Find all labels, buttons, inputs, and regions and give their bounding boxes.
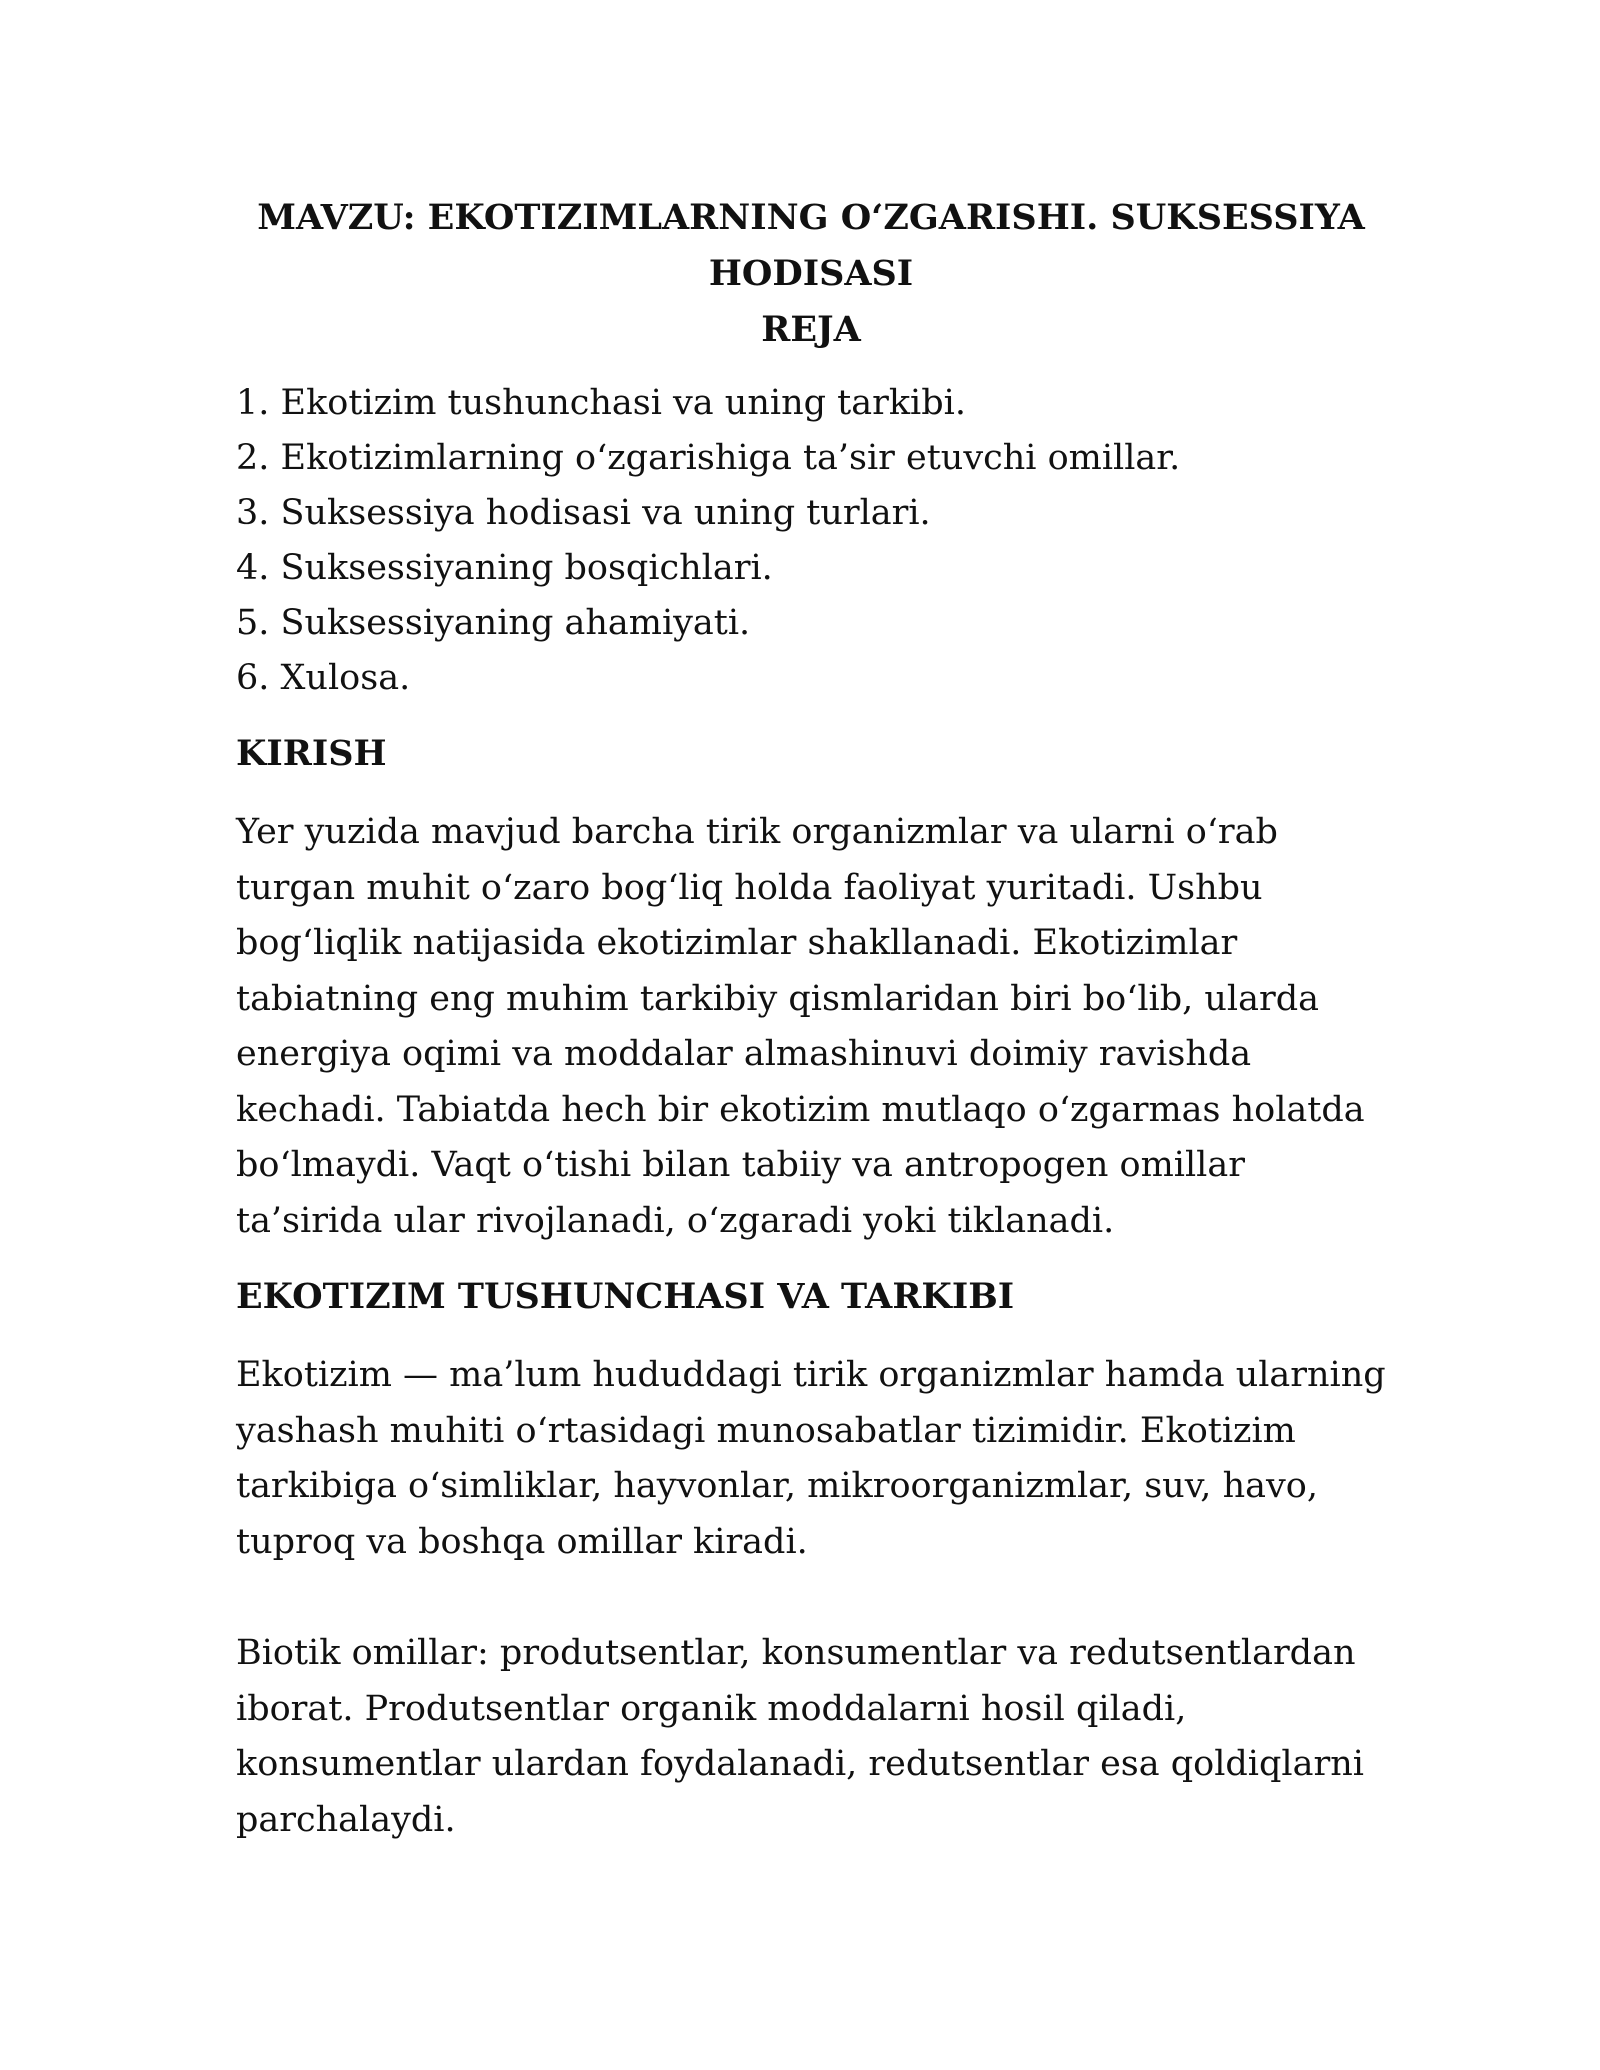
document-page [236, 190, 1386, 1848]
plan-item: 3. Suksessiya hodisasi va uning turlari. [236, 493, 931, 533]
title-plan-heading: REJA [761, 309, 861, 350]
plan-list [236, 376, 1386, 706]
biotic-factors-paragraph: Biotik omillar: produtsentlar, konsumentlar va redutsentlardan iborat. Produtsentlar organik moddalarni hosil qiladi, konsumentlar ulardan foydalanadi, redutsentlar esa qoldiqlarni parchalaydi. [236, 1633, 1364, 1840]
plan-item: 2. Ekotizimlarning o‘zgarishiga ta’sir etuvchi omillar. [236, 438, 1181, 478]
ecosystem-definition-paragraph: Ekotizim — ma’lum hududdagi tirik organizmlar hamda ularning yashash muhiti o‘rtasidagi munosabatlar tizimidir. Ekotizim tarkibiga o‘simliklar, hayvonlar, mikroorganizmlar, suv, havo, tuproq va boshqa omillar kiradi. [236, 1355, 1386, 1562]
title-line-1: MAVZU: EKOTIZIMLARNING O‘ZGARISHI. SUKSESSIYA [257, 197, 1365, 238]
intro-paragraph: Yer yuzida mavjud barcha tirik organizmlar va ularni o‘rab turgan muhit o‘zaro bog‘liq holda faoliyat yuritadi. Ushbu bog‘liqlik natijasida ekotizimlar shakllanadi. Ekotizimlar tabiatning eng muhim tarkibiy qismlaridan biri bo‘lib, ularda energiya oqimi va moddalar almashinuvi doimiy ravishda kechadi. Tabiatda hech bir ekotizim mutlaqo o‘zgarmas holatda bo‘lmaydi. Vaqt o‘tishi bilan tabiiy va antropogen omillar ta’sirida ular rivojlanadi, o‘zgaradi yoki tiklanadi. [236, 812, 1365, 1241]
title-line-2: HODISASI [708, 253, 914, 294]
section-heading-ecosystem: EKOTIZIM TUSHUNCHASI VA TARKIBI [236, 1276, 1015, 1317]
plan-item: 5. Suksessiyaning ahamiyati. [236, 603, 751, 643]
plan-item: 1. Ekotizim tushunchasi va uning tarkibi. [236, 383, 966, 423]
section-heading-intro: KIRISH [236, 733, 387, 774]
document-title [236, 190, 1386, 358]
plan-item: 6. Xulosa. [236, 658, 411, 698]
plan-item: 4. Suksessiyaning bosqichlari. [236, 548, 773, 588]
